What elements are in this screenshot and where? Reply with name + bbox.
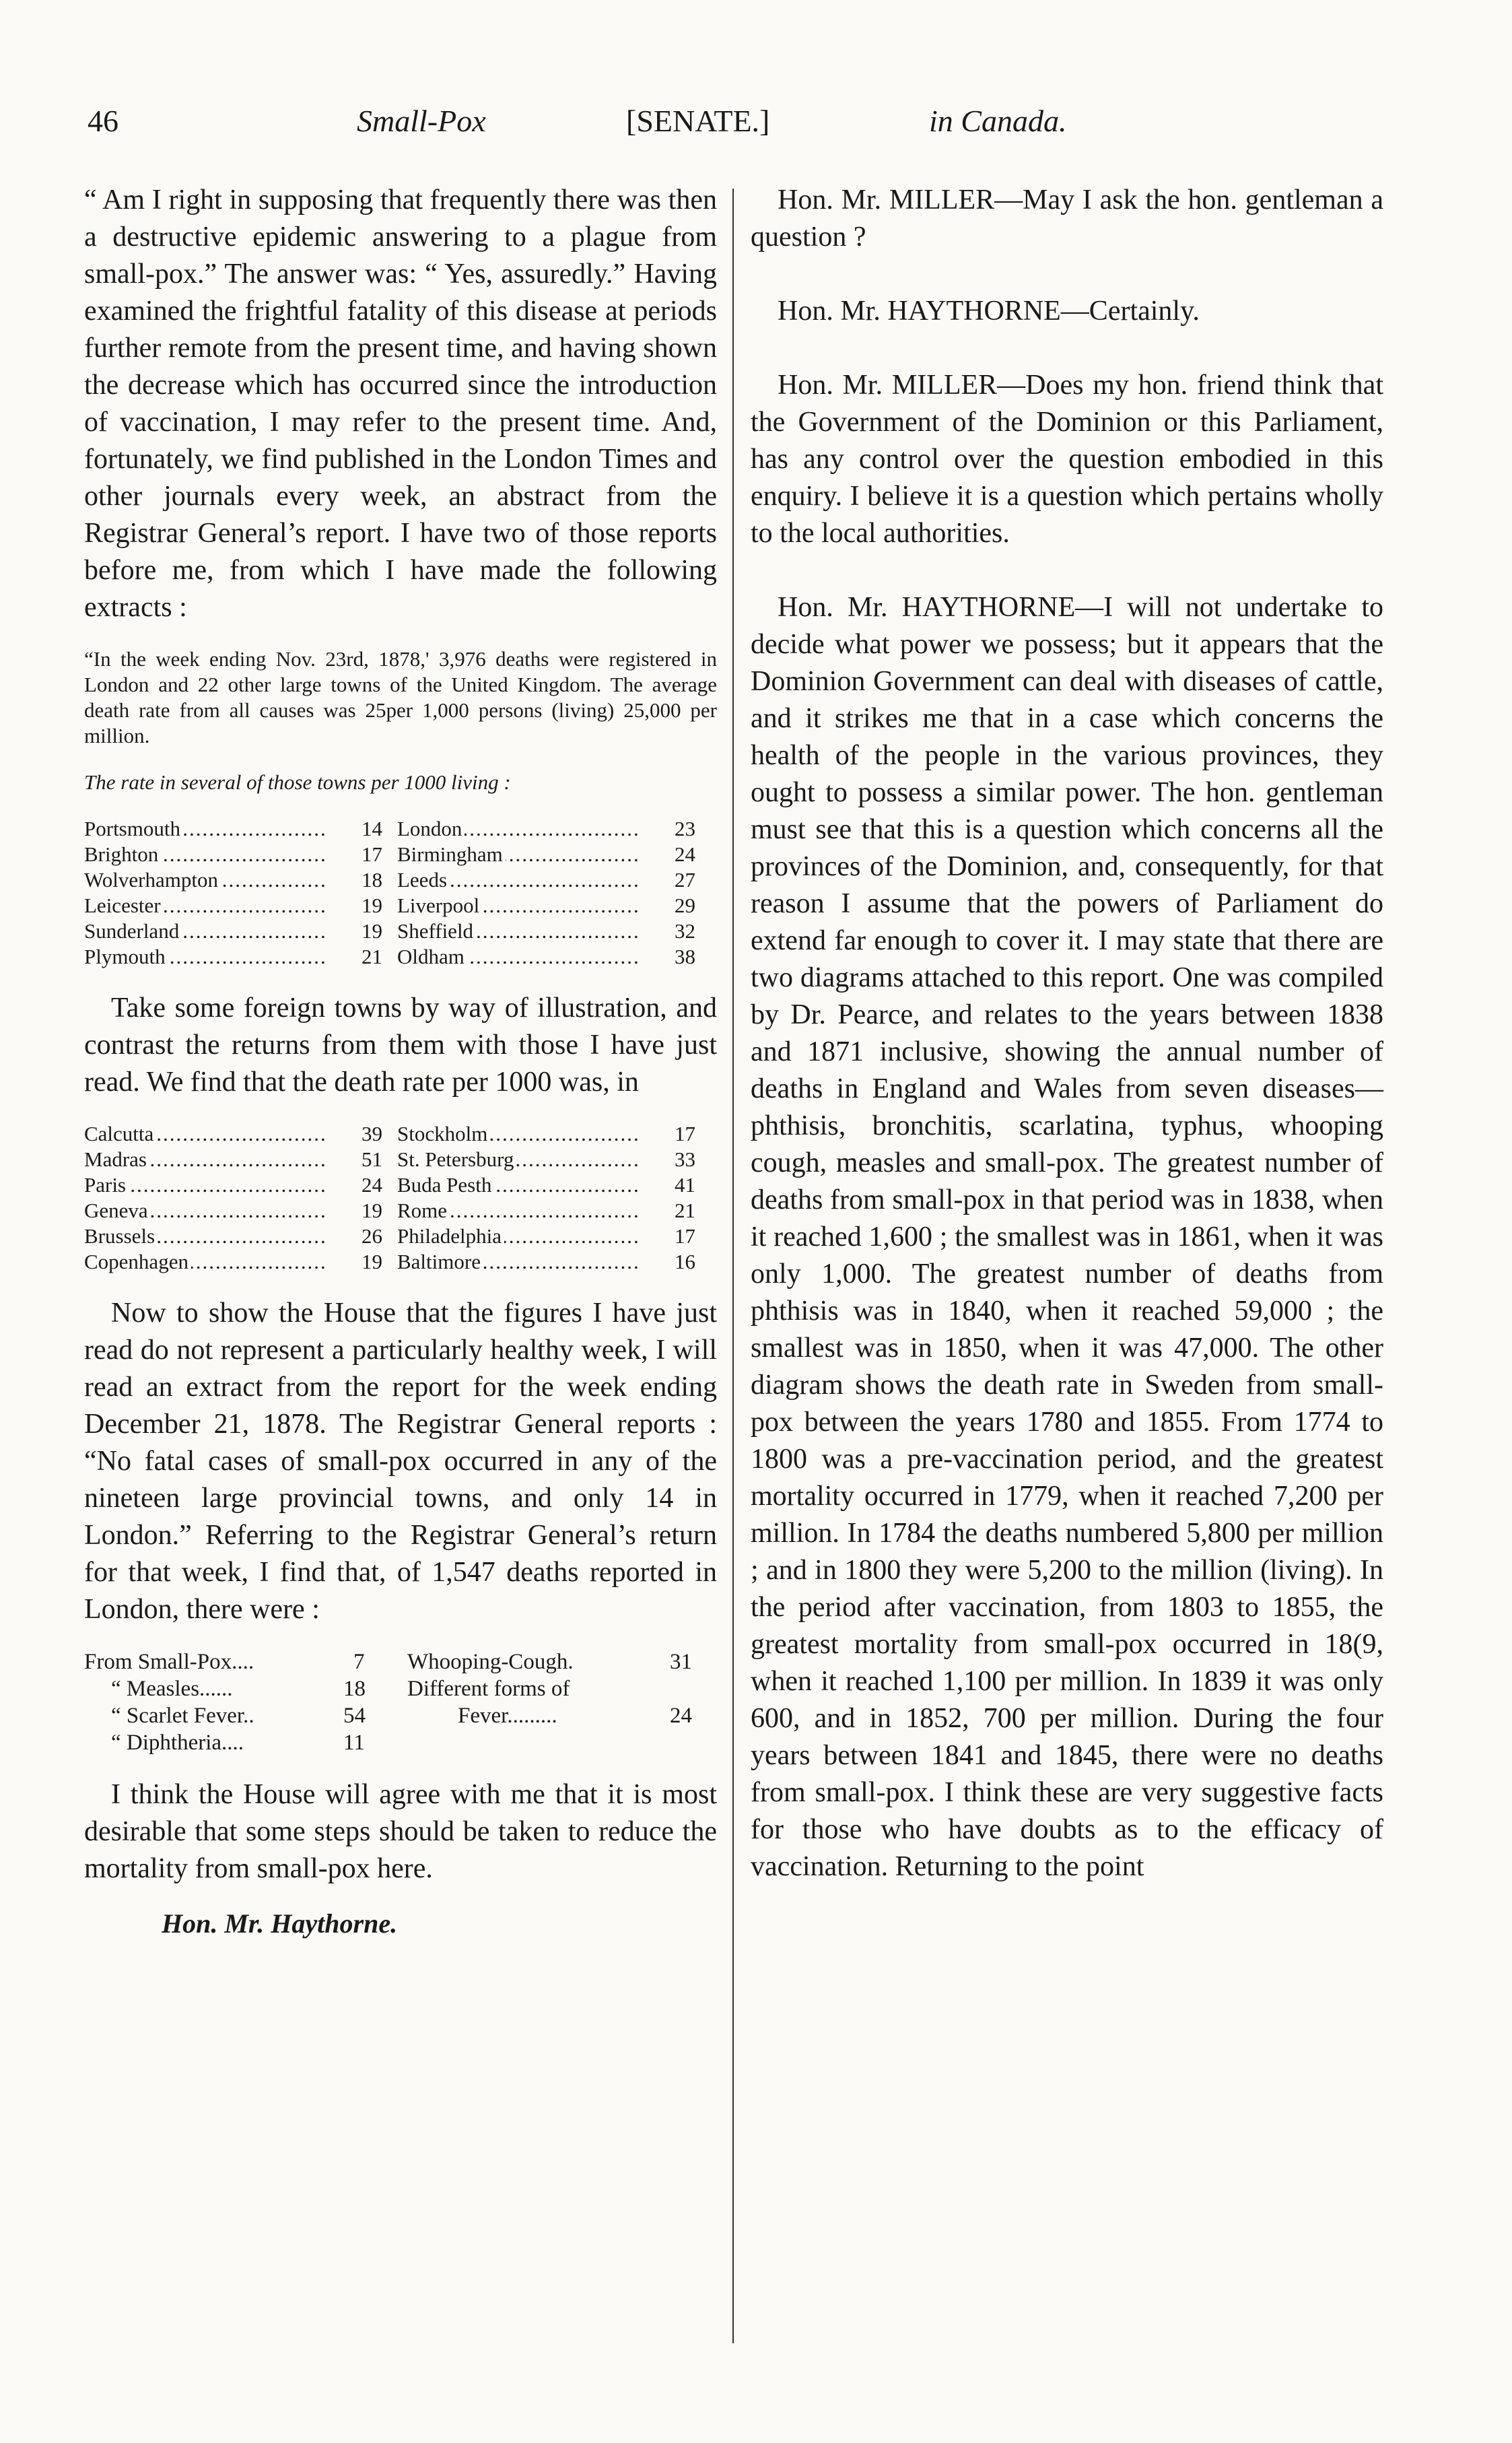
death-rate: 24 [361, 1173, 382, 1197]
death-rate: 27 [675, 868, 695, 892]
town-name: Copenhagen ..... [84, 1249, 326, 1275]
town-name: Brussels ..... [84, 1224, 326, 1249]
death-rate: 26 [361, 1224, 382, 1248]
town-name: Baltimore ..... [397, 1249, 639, 1275]
header-right-title: in Canada. [929, 104, 1067, 138]
death-rate: 41 [675, 1173, 695, 1197]
table-row [84, 867, 710, 893]
paragraph: “ Am I right in supposing that frequently there was then a destructive epidemic answering to a plague from small-pox.” The answer was: “ Yes, assuredly.” Having examined the frightful fatality of this disease at periods further remote from the present time, and having shown the decrease which has occurred since the introduction of vaccination, I may refer to the present time. And, fortunately, we find published in the London Times and other journals every week, an abstract from the Registrar General’s report. I have two of those reports before me, from which I have made the following extracts : [84, 185, 717, 623]
causes-of-death-list [84, 1648, 710, 1756]
paragraph: Hon. Mr. HAYTHORNE—Certainly. [778, 296, 1200, 327]
cause-count: 18 [343, 1677, 366, 1701]
paragraph: Now to show the House that the figures I have just read do not represent a particularly healthy week, I will read an extract from the report for the week ending December 21, 1878. The Registrar General reports : “No fatal cases of small-pox occurred in any of the nineteen large provincial towns, and only 14 in London.” Referring to the Registrar General’s return for that week, I find that, of 1,547 deaths reported in London, there were : [84, 1298, 717, 1625]
cause-label: Whooping-Cough. [407, 1650, 574, 1674]
town-name: Birmingham ..... [397, 842, 639, 867]
running-header [88, 101, 1387, 141]
cause-label: Different forms of [407, 1677, 570, 1701]
speaker-signature: Hon. Mr. Haythorne. [162, 1908, 398, 1939]
death-rate: 17 [675, 1122, 695, 1145]
cause-count: 11 [343, 1731, 365, 1755]
cause-label: “ Scarlet Fever.. [111, 1704, 254, 1728]
death-rate: 21 [675, 1199, 695, 1222]
death-rate: 14 [361, 817, 382, 840]
right-column [751, 182, 1383, 1885]
cause-count: 7 [353, 1650, 365, 1674]
town-name: Oldham ..... [397, 944, 639, 970]
paragraph: I think the House will agree with me that it is most desirable that some steps should be taken to reduce the mortality from small-pox here. [84, 1779, 717, 1884]
death-rate: 18 [361, 868, 382, 892]
town-name: Sheffield ..... [397, 918, 639, 944]
town-name: Buda Pesth ..... [397, 1172, 639, 1198]
death-rate: 16 [675, 1250, 695, 1273]
death-rate: 38 [675, 945, 695, 968]
cause-count: 24 [670, 1704, 692, 1728]
header-left-title: Small-Pox [357, 104, 486, 138]
cause-count: 31 [670, 1650, 692, 1674]
paragraph: Hon. Mr. MILLER—May I ask the hon. gentleman a question ? [751, 185, 1383, 253]
town-name: Leicester ..... [84, 893, 326, 918]
table-caption: The rate in several of those towns per 1000 living : [84, 770, 511, 794]
table-row [84, 842, 710, 867]
cause-count: 54 [343, 1704, 366, 1728]
town-name: Wolverhampton ..... [84, 867, 326, 893]
cause-label: “ Measles...... [111, 1677, 233, 1701]
town-name: Paris ..... [84, 1172, 326, 1198]
death-rate: 19 [361, 1250, 382, 1273]
death-rate: 33 [675, 1147, 695, 1171]
foreign-towns-table [84, 1121, 710, 1275]
table-row [84, 918, 710, 944]
quoted-extract: “In the week ending Nov. 23rd, 1878,' 3,976 deaths were registered in London and 22 other large towns of the United Kingdom. The average death rate from all causes was 25per 1,000 persons (living) 25,000 per million. [84, 647, 717, 747]
table-row [84, 1172, 710, 1198]
town-name: Calcutta ..... [84, 1121, 326, 1147]
town-name: Rome ..... [397, 1198, 639, 1224]
table-row [84, 1249, 710, 1275]
town-name: Geneva ..... [84, 1198, 326, 1224]
death-rate: 24 [675, 842, 695, 866]
death-rate: 19 [361, 1199, 382, 1222]
table-row [84, 816, 710, 842]
table-row [84, 1224, 710, 1249]
death-rate: 23 [675, 817, 695, 840]
paragraph: Hon. Mr. MILLER—Does my hon. friend think that the Government of the Dominion or this Parliament, has any control over the question embodied in this enquiry. I believe it is a question which pertains wholly to the local authorities. [751, 370, 1383, 549]
cause-label: “ Diphtheria.... [111, 1731, 244, 1755]
town-name: Plymouth ..... [84, 944, 326, 970]
town-name: Philadelphia ..... [397, 1224, 639, 1249]
paragraph: Hon. Mr. HAYTHORNE—I will not undertake to decide what power we possess; but it appears that the Dominion Government can deal with diseases of cattle, and it strikes me that in a case which concerns the health of the people in the various provinces, they ought to possess a similar power. The hon. gentleman must see that this is a question which concerns all the provinces of the Dominion, and, consequently, for that reason I assume that the powers of Parliament do extend far enough to cover it. I may state that there are two diagrams attached to this report. One was compiled by Dr. Pearce, and relates to the years between 1838 and 1871 inclusive, showing the annual number of deaths in England and Wales from seven diseases—phthisis, bronchitis, scarlatina, typhus, whooping cough, measles and small-pox. The greatest number of deaths from small-pox in that period was in 1838, when it reached 1,600 ; the smallest was in 1861, when it was only 1,000. The greatest number of deaths from phthisis was in 1840, when it reached 59,000 ; the smallest was in 1850, when it was 47,000. The other diagram shows the death rate in Sweden from small-pox between the years 1780 and 1855. From 1774 to 1800 was a pre-vaccination period, and the greatest mortality occurred in 1779, when it reached 7,200 per million. In 1784 the deaths numbered 5,800 per million ; and in 1800 they were 5,200 to the million (living). In the period after vaccination, from 1803 to 1855, the greatest mortality from small-pox occurred in 18(9, when it reached 1,100 per million. In 1839 it was only 600, and in 1852, 700 per million. During the four years between 1841 and 1845, there were no deaths from small-pox. I think these are very suggestive facts for those who have doubts as to the efficacy of vaccination. Returning to the point [751, 592, 1383, 1882]
death-rate: 32 [675, 919, 695, 943]
cause-label: Fever......... [458, 1704, 557, 1728]
town-name: Stockholm ..... [397, 1121, 639, 1147]
death-rate: 19 [361, 919, 382, 943]
town-name: Sunderland ..... [84, 918, 326, 944]
paragraph: Take some foreign towns by way of illustration, and contrast the returns from them with those I have just read. We find that the death rate per 1000 was, in [84, 993, 717, 1098]
town-name: Portsmouth ..... [84, 816, 326, 842]
death-rate: 17 [675, 1224, 695, 1248]
town-name: Leeds ..... [397, 867, 639, 893]
death-rate: 29 [675, 894, 695, 917]
table-row [84, 1147, 710, 1172]
table-row [84, 1198, 710, 1224]
town-name: Madras ..... [84, 1147, 326, 1172]
column-divider [732, 189, 734, 2343]
cause-label: From Small-Pox.... [84, 1650, 254, 1674]
town-name: London ..... [397, 816, 639, 842]
table-row [84, 944, 710, 970]
left-column [84, 182, 717, 1939]
table-row [84, 1121, 710, 1147]
header-center-title: [SENATE.] [626, 104, 770, 138]
death-rate: 17 [361, 842, 382, 866]
table-row [84, 893, 710, 918]
page-number: 46 [88, 104, 118, 138]
death-rate: 21 [361, 945, 382, 968]
death-rate: 51 [361, 1147, 382, 1171]
town-name: Brighton ..... [84, 842, 326, 867]
uk-towns-table [84, 816, 710, 970]
death-rate: 39 [361, 1122, 382, 1145]
town-name: St. Petersburg ..... [397, 1147, 639, 1172]
town-name: Liverpool ..... [397, 893, 639, 918]
death-rate: 19 [361, 894, 382, 917]
